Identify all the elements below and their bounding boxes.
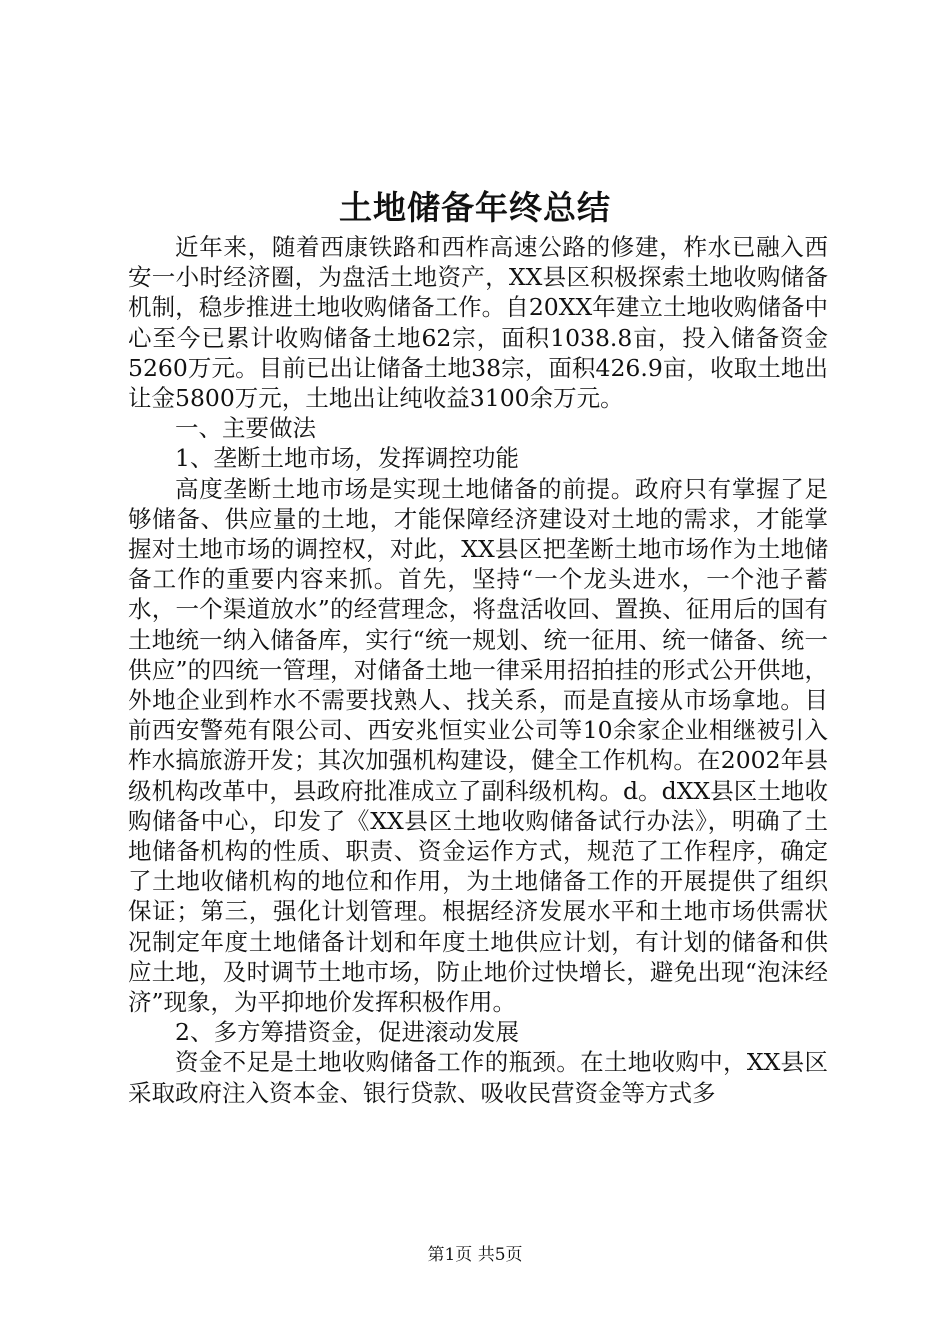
document-body (128, 232, 828, 1108)
paragraph-intro: 近年来，随着西康铁路和西柞高速公路的修建，柞水已融入西安一小时经济圈，为盘活土地资产，XX县区积极探索土地收购储备机制，稳步推进土地收购储备工作。自20XX年建立土地收购储备中心至今已累计收购储备土地62宗，面积1038.8亩，投入储备资金5260万元。目前已出让储备土地38宗，面积426.9亩，收取土地出让金5800万元，土地出让纯收益3100余万元。 (128, 233, 828, 413)
section-heading-main-practices: 一、主要做法 (175, 414, 316, 443)
paragraph-land-market: 高度垄断土地市场是实现土地储备的前提。政府只有掌握了足够储备、供应量的土地，才能保障经济建设对土地的需求，才能掌握对土地市场的调控权，对此，XX县区把垄断土地市场作为土地储备工作的重要内容来抓。首先，坚持“一个龙头进水，一个池子蓄水，一个渠道放水”的经营理念，将盘活收回、置换、征用后的国有土地统一纳入储备库，实行“统一规划、统一征用、统一储备、统一供应”的四统一管理，对储备土地一律采用招拍挂的形式公开供地，外地企业到柞水不需要找熟人、找关系，而是直接从市场拿地。目前西安警苑有限公司、西安兆恒实业公司等10余家企业相继被引入柞水搞旅游开发；其次加强机构建设，健全工作机构。在2002年县级机构改革中，县政府批准成立了副科级机构。d。dXX县区土地收购储备中心，印发了《XX县区土地收购储备试行办法》，明确了土地储备机构的性质、职责、资金运作方式，规范了工作程序，确定了土地收储机构的地位和作用，为土地储备工作的开展提供了组织保证；第三，强化计划管理。根据经济发展水平和土地市场供需状况制定年度土地储备计划和年度土地供应计划，有计划的储备和供应土地，及时调节土地市场，防止地价过快增长，避免出现“泡沫经济”现象，为平抑地价发挥积极作用。 (128, 474, 828, 1017)
paragraph-funding: 资金不足是土地收购储备工作的瓶颈。在土地收购中，XX县区采取政府注入资本金、银行贷款、吸收民营资金等方式多 (128, 1048, 828, 1107)
document-title: 土地储备年终总结 (339, 188, 611, 227)
page-footer: 第1页 共5页 (427, 1245, 523, 1265)
subheading-monopolize-land-market: 1、垄断土地市场，发挥调控功能 (175, 444, 519, 473)
subheading-raise-funds: 2、多方筹措资金，促进滚动发展 (175, 1018, 519, 1047)
